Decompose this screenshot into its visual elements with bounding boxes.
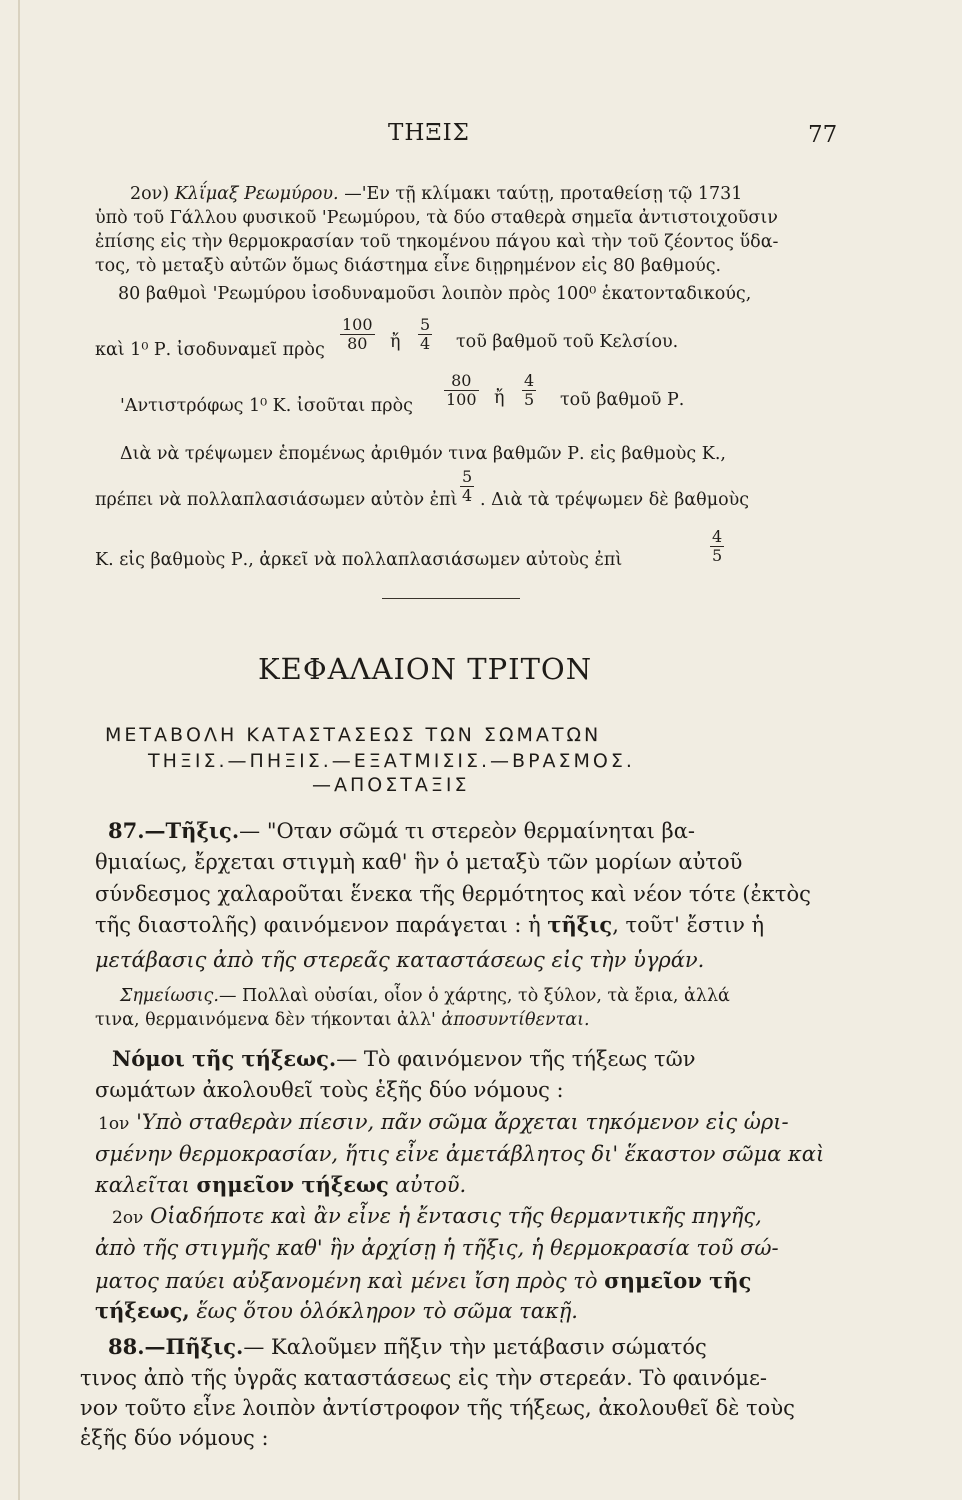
first-law-line-2: σμένην θερμοκρασίαν, ἥτις εἶνε ἀμετάβλητος δι' ἕκαστον σῶμα καὶ [95, 1142, 825, 1166]
equation-1-fraction-1 [340, 316, 375, 353]
section-heading: —Πῆξις. [144, 1334, 244, 1359]
numerator: 4 [712, 527, 723, 546]
equation-2-fraction-1 [444, 372, 479, 409]
text-run: καλεῖται [95, 1173, 190, 1197]
denominator: 80 [347, 334, 368, 353]
second-law-line-1 [112, 1204, 762, 1228]
conversion-fraction-4-5 [710, 528, 724, 565]
equation-1-or: ἤ [390, 332, 401, 352]
text-run: — "Οταν σῶμά τι στερεὸν θερμαίνηται βα- [239, 819, 695, 843]
chapter-subtitle-line-1: ΜΕΤΑΒΟΛΗ ΚΑΤΑΣΤΑΣΕΩΣ ΤΩΝ ΣΩΜΑΤΩΝ [105, 724, 602, 746]
equation-2-suffix: τοῦ βαθμοῦ Ρ. [560, 390, 685, 410]
section-88-line-4: ἑξῆς δύο νόμους : [80, 1426, 269, 1450]
law-number-2: 2ον [112, 1208, 144, 1228]
conversion-line-1: Διὰ νὰ τρέψωμεν ἑπομένως ἀριθμόν τινα βαθμῶν Ρ. εἰς βαθμοὺς Κ., [120, 444, 726, 464]
conversion-line-2-suffix: . Διὰ τὰ τρέψωμεν δὲ βαθμοὺς [480, 490, 750, 510]
defined-term: σημεῖον τήξεως [196, 1172, 389, 1197]
note-line-2 [95, 1010, 590, 1030]
reaumur-title: Κλΐμαξ Ρεωμύρου. [174, 184, 339, 204]
denominator: 4 [420, 334, 431, 353]
section-divider [382, 598, 520, 599]
chapter-subtitle-line-2: ΤΗΞΙΣ.—ΠΗΞΙΣ.—ΕΞΑΤΜΙΣΙΣ.—ΒΡΑΣΜΟΣ. [148, 750, 635, 772]
equation-2-or: ἤ [494, 388, 505, 408]
text-run: — Καλοῦμεν πῆξιν τὴν μετάβασιν σώματός [243, 1335, 707, 1359]
text-run: — Τὸ φαινόμενον τῆς τήξεως τῶν [336, 1047, 696, 1071]
equation-1-suffix: τοῦ βαθμοῦ τοῦ Κελσίου. [456, 332, 679, 352]
section-number: 88. [108, 1334, 145, 1359]
reaumur-paragraph-line-5: 80 βαθμοὶ 'Ρεωμύρου ἰσοδυναμοῦσι λοιπὸν πρὸς 100⁰ ἑκατονταδικούς, [118, 284, 752, 304]
page-number: 77 [808, 122, 838, 148]
emphasis: ἀποσυντίθενται. [441, 1010, 590, 1030]
laws-heading: Νόμοι τῆς τήξεως. [112, 1046, 337, 1071]
denominator: 4 [462, 486, 473, 505]
numerator: 5 [462, 467, 473, 486]
section-88-line-3: νον τοῦτο εἶνε λοιπὸν ἀντίστροφον τῆς τήξεως, ἀκολουθεῖ δὲ τοὺς [80, 1396, 795, 1420]
first-law-line-3 [95, 1172, 466, 1197]
denominator: 5 [712, 546, 723, 565]
law-number-1: 1ον [98, 1114, 130, 1134]
page-fold-shadow [18, 0, 20, 1500]
first-law-line-1 [98, 1110, 789, 1134]
text-run: ἕως ὅτου ὁλόκληρον τὸ σῶμα τακῇ. [196, 1299, 578, 1323]
equation-1-fraction-2 [418, 316, 432, 353]
section-87-line-4 [95, 912, 764, 937]
numerator: 5 [420, 315, 431, 334]
text-run: τινα, θερμαινόμενα δὲν τήκονται ἀλλ' [95, 1010, 436, 1030]
section-heading: —Τῆξις. [144, 818, 240, 843]
laws-line-2: σωμάτων ἀκολουθεῖ τοὺς ἑξῆς δύο νόμους : [95, 1078, 564, 1102]
second-law-line-3 [95, 1268, 751, 1293]
text-run: αὐτοῦ. [395, 1173, 467, 1197]
equation-2-fraction-2 [522, 372, 536, 409]
note-line-1 [120, 986, 730, 1006]
second-law-line-4 [95, 1298, 578, 1323]
equation-1-prefix: καὶ 1⁰ Ρ. ἰσοδυναμεῖ πρὸς [95, 340, 325, 360]
second-law-line-2: ἀπὸ τῆς στιγμῆς καθ' ἣν ἀρχίσῃ ἡ τῆξις, ἡ θερμοκρασία τοῦ σώ- [95, 1236, 779, 1260]
denominator: 100 [446, 390, 477, 409]
chapter-title: ΚΕΦΑΛΑΙΟΝ ΤΡΙΤΟΝ [258, 652, 593, 686]
text-run: ματος παύει αὐξανομένη καὶ μένει ἴση πρὸς τὸ [95, 1269, 598, 1293]
laws-line-1 [112, 1046, 696, 1071]
section-87-line-3: σύνδεσμος χαλαροῦται ἕνεκα τῆς θερμότητος καὶ νέον τότε (ἐκτὸς [95, 882, 811, 906]
chapter-subtitle-line-3: —ΑΠΟΣΤΑΞΙΣ [312, 774, 470, 796]
reaumur-paragraph-line-3: ἐπίσης εἰς τὴν θερμοκρασίαν τοῦ τηκομένου πάγου καὶ τὴν τοῦ ζέοντος ὕδα- [95, 232, 779, 252]
running-header-title: ΤΗΞΙΣ [388, 120, 470, 146]
defined-term: τῆξις [547, 912, 613, 937]
section-88-line-2: τινος ἀπὸ τῆς ὑγρᾶς καταστάσεως εἰς τὴν στερεάν. Τὸ φαινόμε- [80, 1366, 767, 1390]
defined-term: σημεῖον τῆς [604, 1268, 752, 1293]
section-87-line-1 [108, 818, 695, 843]
conversion-line-2-prefix: πρέπει νὰ πολλαπλασιάσωμεν αὐτὸν ἐπὶ [95, 490, 458, 510]
reaumur-paragraph-line-4: τος, τὸ μεταξὺ αὐτῶν ὅμως διάστημα εἶνε διῃρημένον εἰς 80 βαθμούς. [95, 256, 722, 276]
numerator: 4 [524, 371, 535, 390]
denominator: 5 [524, 390, 535, 409]
section-88-line-1 [108, 1334, 707, 1359]
reaumur-paragraph-line-2: ὑπὸ τοῦ Γάλλου φυσικοῦ 'Ρεωμύρου, τὰ δύο σταθερὰ σημεῖα ἀντιστοιχοῦσιν [95, 208, 778, 228]
conversion-line-3-prefix: Κ. εἰς βαθμοὺς Ρ., ἀρκεῖ νὰ πολλαπλασιάσωμεν αὐτοὺς ἐπὶ [95, 550, 623, 570]
text-run: Οἱαδήποτε καὶ ἂν εἶνε ἡ ἔντασις τῆς θερμαντικῆς πηγῆς, [150, 1204, 762, 1228]
numerator: 100 [342, 315, 373, 334]
section-87-line-5: μετάβασις ἀπὸ τῆς στερεᾶς καταστάσεως εἰς τὴν ὑγράν. [95, 948, 705, 972]
text-run: , τοῦτ' ἔστιν ἡ [612, 913, 765, 937]
section-87-line-2: θμιαίως, ἔρχεται στιγμὴ καθ' ἣν ὁ μεταξὺ τῶν μορίων αὐτοῦ [95, 850, 743, 874]
text-run: — Πολλαὶ οὐσίαι, οἷον ὁ χάρτης, τὸ ξύλον, τὰ ἔρια, ἀλλά [218, 986, 730, 1006]
text-run: —'Εν τῇ κλίμακι ταύτῃ, προταθείσῃ τῷ 1731 [344, 184, 743, 204]
item-label: 2ον) [130, 184, 170, 204]
text-run: τῆς διαστολῆς) φαινόμενον παράγεται : ἡ [95, 913, 541, 937]
note-label: Σημείωσις. [120, 986, 219, 1006]
equation-2-prefix: 'Αντιστρόφως 1⁰ Κ. ἰσοῦται πρὸς [120, 396, 413, 416]
defined-term: τήξεως, [95, 1298, 190, 1323]
section-number: 87. [108, 818, 145, 843]
numerator: 80 [444, 372, 479, 391]
text-run: 'Υπὸ σταθερὰν πίεσιν, πᾶν σῶμα ἄρχεται τηκόμενον εἰς ὡρι- [136, 1110, 789, 1134]
conversion-fraction-5-4 [460, 468, 474, 505]
reaumur-paragraph-line-1 [130, 184, 838, 204]
